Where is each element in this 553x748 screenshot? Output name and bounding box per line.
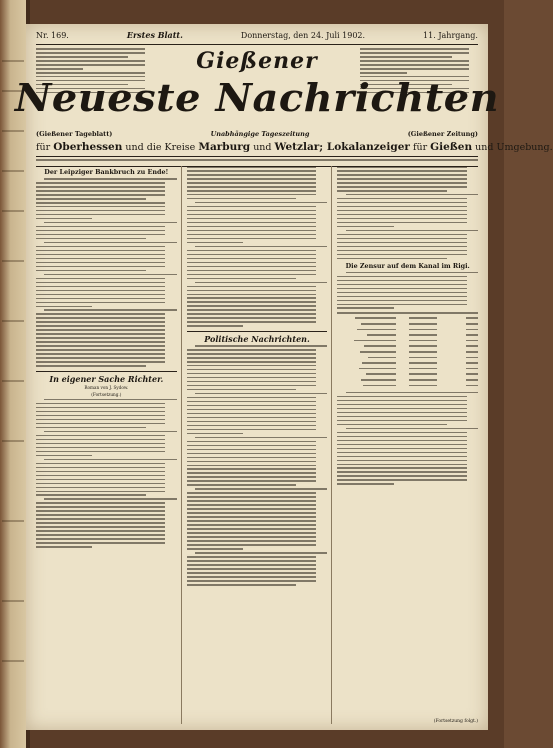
article-body-col2-top xyxy=(187,166,328,327)
feuilleton-heading: In eigener Sache Richter. xyxy=(36,371,177,384)
article-heading-bankbruch: Der Leipziger Bankbruch zu Ende! xyxy=(44,168,169,176)
statistics-table xyxy=(337,312,478,389)
kanal-heading: Die Zensur auf dem Kanal im Rigi. xyxy=(345,261,470,270)
subtitle-left: (Gießener Tageblatt) xyxy=(36,130,113,138)
region-mid1: und die Kreise xyxy=(125,142,196,153)
region-mid2: und xyxy=(253,142,272,153)
politics-heading: Politische Nachrichten. xyxy=(187,331,328,344)
column-2 xyxy=(187,166,333,724)
kanal-body xyxy=(337,272,478,309)
masthead-title-small: Gießener xyxy=(196,48,318,74)
feuilleton-author: Roman von J. Sydow. xyxy=(84,384,129,390)
issue-date: Donnerstag, den 24. Juli 1902. xyxy=(240,31,366,40)
region-wetzlar: Wetzlar; Lokalanzeiger xyxy=(274,141,410,153)
sheet-label: Erstes Blatt. xyxy=(126,30,183,40)
volume-label: 11. Jahrgang. xyxy=(423,31,478,40)
masthead-title-large: Neueste Nachrichten xyxy=(14,75,500,120)
region-end: und Umgebung. xyxy=(475,142,553,153)
region-mid3: für xyxy=(412,142,428,153)
article-body-bankbruch xyxy=(36,178,177,367)
masthead-topbar xyxy=(36,30,478,45)
article-body-col3-bottom xyxy=(337,392,478,485)
subtitle-center: Unabhängige Tageszeitung xyxy=(210,130,310,138)
region-giessen: Gießen xyxy=(430,141,473,153)
region-prefix: für xyxy=(36,142,51,153)
continuation-note: (Fortsetzung folgt.) xyxy=(433,719,479,724)
issue-number: Nr. 169. xyxy=(36,31,69,40)
newspaper-page xyxy=(14,24,553,730)
subtitle-right: (Gießener Zeitung) xyxy=(407,130,478,138)
region-marburg: Marburg xyxy=(198,141,251,153)
feuilleton-note: (Fortsetzung.) xyxy=(91,391,122,397)
article-body-col3-top xyxy=(337,166,478,259)
article-columns xyxy=(36,166,478,724)
masthead-subtitles xyxy=(36,130,478,140)
feuilleton-body xyxy=(36,399,177,548)
column-3 xyxy=(337,166,478,724)
column-1 xyxy=(36,166,182,724)
politics-body xyxy=(187,345,328,586)
region-oberhessen: Oberhessen xyxy=(53,141,123,153)
region-line xyxy=(36,141,553,153)
